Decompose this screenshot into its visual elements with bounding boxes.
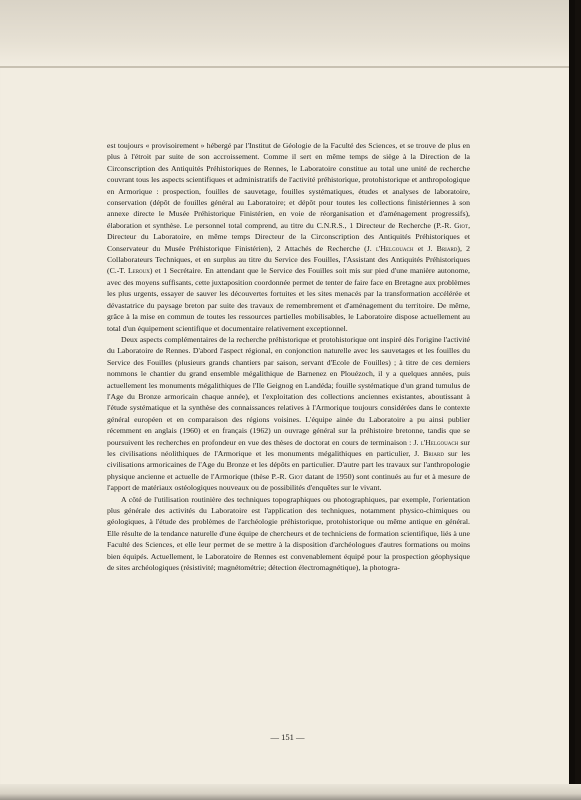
author-name: Briard bbox=[423, 448, 444, 458]
page-fold-line bbox=[0, 66, 575, 68]
text-run: Deux aspects complémentaires de la recherche préhistorique et protohistorique ont inspiré dès l'origine l'activité du Laboratoire de Rennes. D'abord l'aspect régional, en conjonction naturelle avec les sauvetages et les fouilles du Service des Fouilles (plusieurs grands chantiers par saison, servant d'Ecole de Fouilles) ; à titre de ces derniers nommons le chantier du grand ensemble mégalithique de Barnenez en Plouézoch, il y a quelques années, puis actuellement les monuments mégalithiques de l'Ile Geignog en Landéda; fouille systématique d'un grand tumulus de l'Age du Bronze armoricain chaque année), et l'exploitation des collections anciennes existantes, aboutissant à l'étude systématique et la synthèse des connaissances relatives à l'Armorique toujours considérées dans le contexte général européen et en comparaison des régions voisines. L'équipe ainée du Laboratoire a pu ainsi publier récemment en anglais (1960) et en français (1962) un ouvrage général sur la préhistoire bretonne, tandis que se poursuivent les recherches en profondeur en vue des thèses de doctorat en cours de terminaison : J. bbox=[107, 334, 470, 447]
author-name: Giot bbox=[454, 220, 469, 230]
author-name: Leroux bbox=[127, 266, 150, 276]
author-name: l'Helgouach bbox=[420, 437, 459, 447]
top-shadow-band bbox=[0, 0, 575, 68]
text-run: datant de 1950) sont continués au fur et à mesure de l'apport de matériaux ostéologiques nouveaux ou de possibilités d'enquêtes sur le vivant. bbox=[107, 471, 470, 493]
page-number: — 151 — bbox=[270, 732, 305, 742]
text-run: est toujours « provisoirement » hébergé par l'Institut de Géologie de la Faculté des Sciences, et se trouve de plus en plus à l'étroit par suite de son accroissement. Comme il sert en même temps de siège à la Direction de la Circonscription des Antiquités Préhistoriques de Rennes, le Laboratoire constitue au total une unité de recherche couvrant tous les aspects scientifiques et administratifs de l'activité préhistorique, protohistorique et anthropologique en Armorique : prospection, fouilles de sauvetage, fouilles systématiques, études et analyses de laboratoire, conservation (dépôt de fouilles général au Laboratoire; et dépôt pour toutes les collections finistériennes à son annexe directe le Musée Préhistorique Finistérien, en voie de réorganisation et d'aménagement progressifs), élaboration et synthèse. Le personnel total comprend, au titre du C.N.R.S., 1 Directeur de Recherche (P.-R. bbox=[107, 141, 470, 230]
paragraph bbox=[107, 334, 470, 494]
text-run: et J. bbox=[413, 243, 437, 253]
text-run: sur les civilisations néolithiques de l'Armorique et les monuments mégalithiques en particulier, J. bbox=[107, 437, 470, 458]
text-run: ) et 1 Secrétaire. En attendant que le Service des Fouilles soit mis sur pied d'une manière autonome, avec des moyens suffisants, cette juxtaposition coordonnée permet de tenter de faire face en Bretagne aux problèmes les plus urgents, essayer de sauver les découvertes fortuites et les sites menacés par la transformation accélérée et dévastatrice du paysage breton par suite des travaux de remembrement et d'aménagement du territoire. De même, grâce à la mise en commun de toutes les ressources partielles mobilisables, le Laboratoire dispose actuellement au total d'un équipement scientifique et documentaire relativement exceptionnel. bbox=[107, 266, 470, 333]
paragraph bbox=[107, 140, 470, 334]
text-run: , Directeur du Laboratoire, en même temps Directeur de la Circonscription des Antiquités Préhistoriques et Conservateur du Musée Préhistorique Finistérien), 2 Attachés de Recherche (J. bbox=[107, 220, 470, 253]
author-name: Giot bbox=[288, 471, 303, 481]
author-name: Briard bbox=[436, 243, 458, 253]
page-right-edge bbox=[569, 0, 575, 800]
author-name: l'Helgouach bbox=[375, 243, 414, 253]
body-text bbox=[107, 140, 470, 573]
text-run: sur les civilisations armoricaines de l'Age du Bronze et les dépôts en particulier. D'autre part les travaux sur l'anthropologie physique ancienne et actuelle de l'Armorique (thèse P.-R. bbox=[107, 448, 470, 481]
text-run: A côté de l'utilisation routinière des techniques topographiques ou photographiques, par exemple, l'orientation plus générale des activités du Laboratoire est l'application des techniques, notamment physico-chimiques ou géologiques, à l'étude des problèmes de l'archéologie préhistorique, protohistorique ou même antique en général. Elle résulte de la tendance naturelle d'une équipe de chercheurs et de techniciens de formation scientifique, liés à une Faculté des Sciences, et elle leur permet de se mettre à la disposition d'archéologues d'autres formations ou moins bien équipés. Actuellement, le Laboratoire de Rennes est convenablement équipé pour la prospection géophysique de sites archéologiques (résistivité; magnétométrie; détection électromagnétique), la photogra- bbox=[107, 494, 470, 573]
paragraph bbox=[107, 494, 470, 574]
page-bottom-edge bbox=[0, 784, 581, 800]
text-run: ), 2 Collaborateurs Techniques, et en surplus au titre du Service des Fouilles, l'Assistant des Antiquités Préhistoriques (C.-T. bbox=[107, 243, 471, 276]
